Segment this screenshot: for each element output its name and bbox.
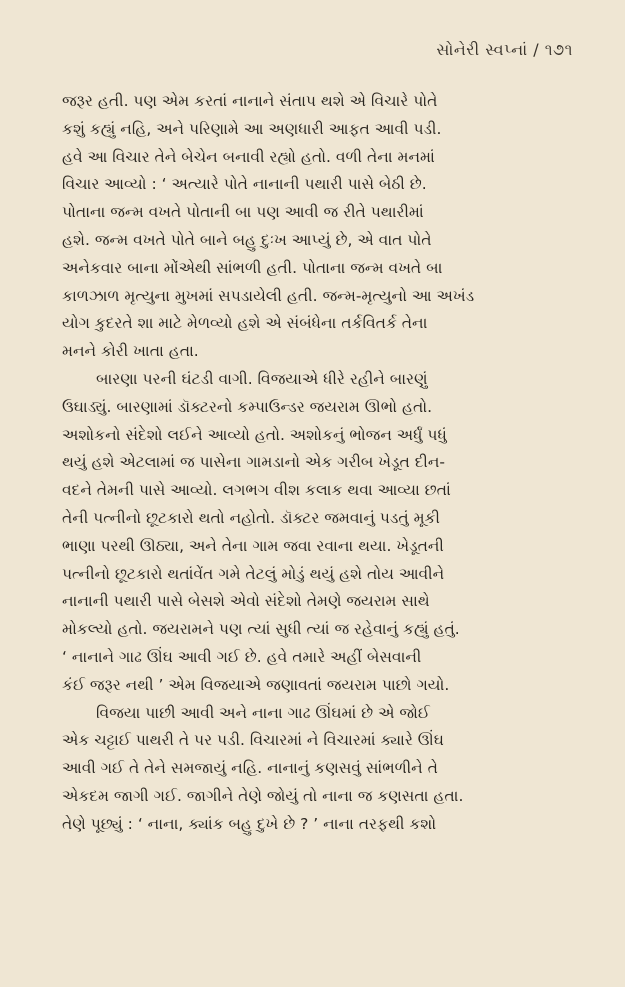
- text-line: હશે. જન્મ વખતે પોતે બાને બહુ દુઃખ આપ્યું છે, એ વાત પોતે: [62, 230, 432, 249]
- text-line: હવે આ વિચાર તેને બેચેન બનાવી રહ્યો હતો. વળી તેના મનમાં: [62, 147, 435, 166]
- text-line: નાનાની પથારી પાસે બેસશે એવો સંદેશો તેમણે જયરામ સાથે: [62, 592, 430, 611]
- text-line: મોકલ્યો હતો. જયરામને પણ ત્યાં સુધી ત્યાં જ રહેવાનું કહ્યું હતું.: [62, 620, 460, 639]
- text-line: અશોકનો સંદેશો લઈને આવ્યો હતો. અશોકનું ભોજન અર્ધું પધું: [62, 425, 447, 444]
- text-line: વદને તેમની પાસે આવ્યો. લગભગ વીશ કલાક થવા આવ્યા છતાં: [62, 481, 451, 500]
- paragraph-3: [62, 700, 570, 839]
- text-line: પત્નીનો છૂટકારો થતાંવેંત ગમે તેટલું મોડું થયું હશે તોય આવીને: [62, 564, 445, 583]
- text-line: મનને કોરી ખાતા હતા.: [62, 342, 199, 361]
- text-line: તેણે પૂછ્યું : ‘ નાના, ક્યાંક બહુ દુખે છે ? ’ નાના તરફથી કશો: [62, 814, 437, 833]
- text-line: કશું કહ્યું નહિ, અને પરિણામે આ અણધારી આફત આવી પડી.: [62, 119, 442, 138]
- running-head: સોનેરી સ્વપ્નાં / ૧૭૧: [436, 40, 573, 59]
- text-line: વિચાર આવ્યો : ‘ અત્યારે પોતે નાનાની પથારી પાસે બેઠી છે.: [62, 175, 427, 194]
- text-line: યોગ કુદરતે શા માટે મેળવ્યો હશે એ સંબંધેના તર્કવિતર્ક તેના: [62, 314, 428, 333]
- text-line: આવી ગઈ તે તેને સમજાયું નહિ. નાનાનું કણસવું સાંભળીને તે: [62, 759, 438, 778]
- text-line: ઉઘાડ્યું. બારણામાં ડૉક્ટરનો કમ્પાઉન્ડર જયરામ ઊભો હતો.: [62, 397, 433, 416]
- text-line: થયું હશે એટલામાં જ પાસેના ગામડાનો એક ગરીબ ખેડૂત દીન-: [62, 453, 446, 472]
- text-line: એક ચટ્ટાઈ પાથરી તે પર પડી. વિચારમાં ને વિચારમાં ક્યારે ઊંઘ: [62, 731, 444, 750]
- text-line: કંઈ જરૂર નથી ’ એમ વિજયાએ જણાવતાં જયરામ પાછો ગયો.: [62, 675, 450, 694]
- text-line: ભાણા પરથી ઊઠ્યા, અને તેના ગામ જવા રવાના થયા. ખેડૂતની: [62, 536, 444, 555]
- text-line: પોતાના જન્મ વખતે પોતાની બા પણ આવી જ રીતે પથારીમાં: [62, 203, 424, 222]
- text-line: અનેકવાર બાના મોંએથી સાંભળી હતી. પોતાના જન્મ વખતે બા: [62, 258, 443, 277]
- text-line: એકદમ જાગી ગઈ. જાગીને તેણે જોયું તો નાના જ કણસતા હતા.: [62, 786, 464, 805]
- body-text: [62, 88, 570, 839]
- paragraph-1: [62, 88, 570, 366]
- text-line: કાળઝાળ મૃત્યુના મુખમાં સપડાયેલી હતી. જન્મ-મૃત્યુનો આ અખંડ: [62, 286, 475, 305]
- text-line: જરૂર હતી. પણ એમ કરતાં નાનાને સંતાપ થશે એ વિચારે પોતે: [62, 92, 438, 110]
- text-line: તેની પત્નીનો છૂટકારો થતો નહોતો. ડૉક્ટર જમવાનું પડતું મૂકી: [62, 508, 440, 527]
- text-line: બારણા પરની ઘંટડી વાગી. વિજયાએ ધીરે રહીને બારણું: [96, 369, 428, 388]
- text-line: ‘ નાનાને ગાઢ ઊંઘ આવી ગઈ છે. હવે તમારે અહીં બેસવાની: [62, 647, 422, 666]
- text-line: વિજયા પાછી આવી અને નાના ગાઢ ઊંઘમાં છે એ જોઈ: [96, 703, 430, 722]
- paragraph-2: [62, 366, 570, 700]
